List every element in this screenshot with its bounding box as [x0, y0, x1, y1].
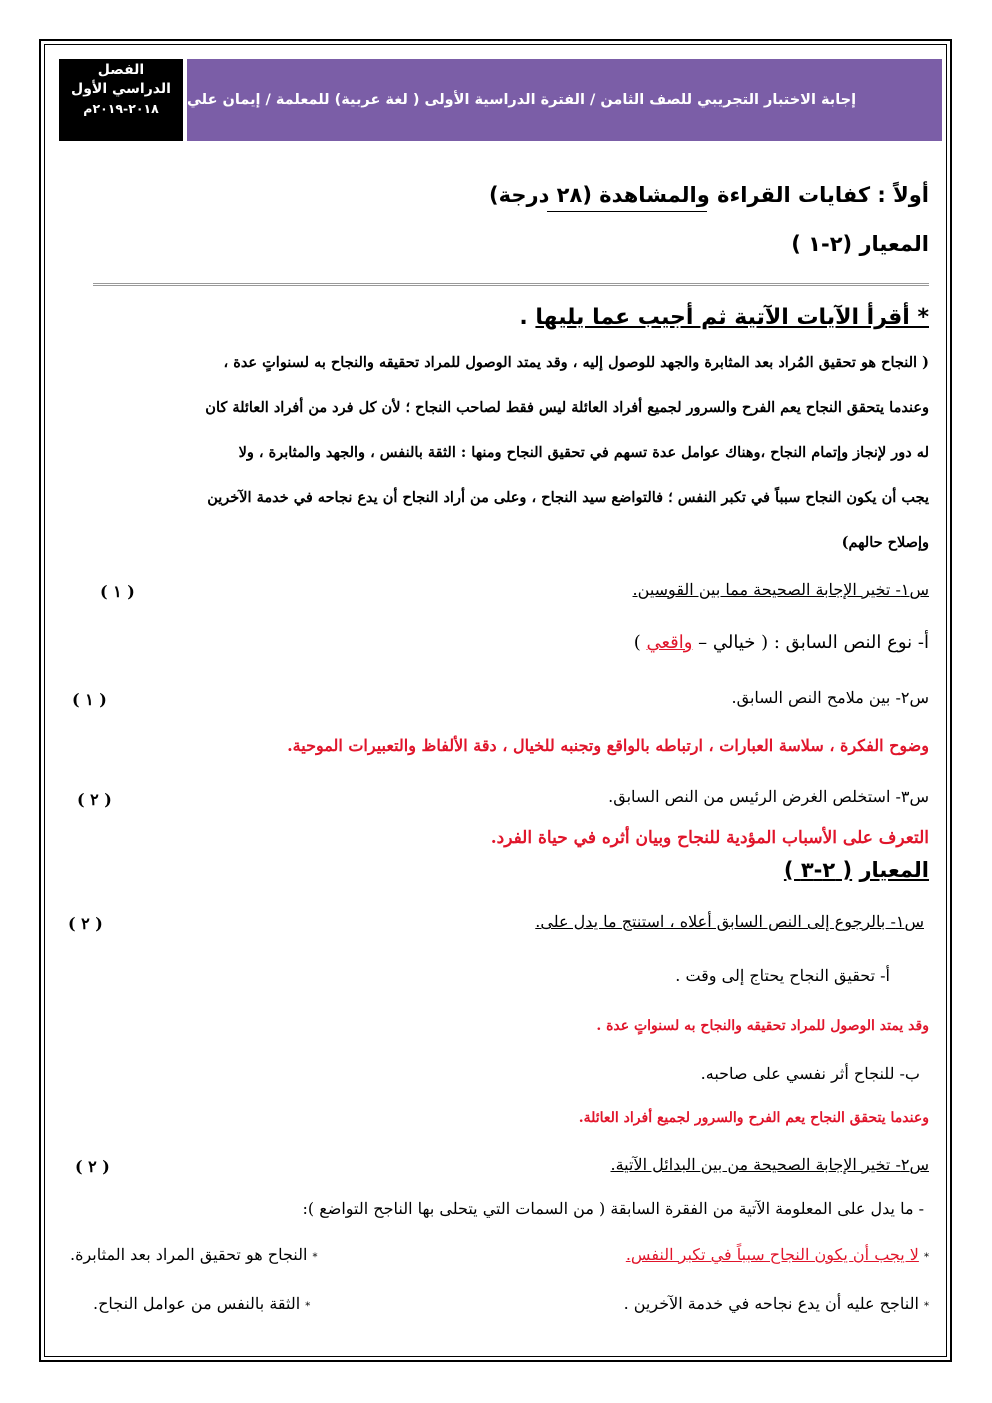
- separator-line: [93, 283, 929, 286]
- question-4-answer-a: وقد يمتد الوصول للمراد تحقيقه والنجاح به لسنواتٍ عدة .: [596, 1018, 929, 1034]
- option-bullet: *: [924, 1252, 929, 1263]
- option-bullet: *: [312, 1252, 318, 1263]
- question-2-answer: وضوح الفكرة ، سلاسة العبارات ، ارتباطه بالواقع وتجنبه للخيال ، دقة الألفاظ والتعبيرات الموحية.: [287, 736, 929, 755]
- standard-1: [791, 232, 929, 256]
- standard-2-label: المعيار: [859, 858, 929, 882]
- option-3: [624, 1294, 929, 1313]
- option-bullet: *: [924, 1301, 929, 1312]
- header-title: إجابة الاختبار التجريبي للصف الثامن / الفترة الدراسية الأولى ( لغة عربية) للمعلمة / إيمان علي: [187, 92, 857, 108]
- question-3: س٣- استخلص الغرض الرئيس من النص السابق.: [608, 787, 929, 806]
- option-4: [93, 1294, 310, 1313]
- option-2: [70, 1245, 318, 1264]
- question-4: س١- بالرجوع إلى النص السابق أعلاه ، استنتج ما يدل على.: [535, 912, 924, 931]
- section-title-text: كفايات القراءة والمشاهدة (٢٨ درجة): [489, 183, 871, 207]
- item-a-answer: واقعي: [646, 632, 693, 653]
- term-line-2: الدراسي الأول: [71, 81, 171, 97]
- question-1-marks: ( ١ ): [100, 582, 135, 601]
- question-2: س٢- بين ملامح النص السابق.: [731, 688, 929, 707]
- standard-2: [784, 858, 929, 882]
- question-3-answer: التعرف على الأسباب المؤدية للنجاح وبيان أثره في حياة الفرد.: [490, 828, 929, 848]
- option-1-text: لا يجب أن يكون النجاح سبباً في تكبر النفس.: [625, 1245, 919, 1264]
- option-1: [626, 1245, 929, 1264]
- term-badge: [59, 59, 183, 141]
- passage-line-3: له دور لإنجاز وإتمام النجاح ،وهناك عوامل عدة تسهم في تحقيق النجاح ومنها : الثقة بالنفس ، والجهد والمثابرة ، ولا: [238, 444, 929, 461]
- question-1-item-a: [634, 632, 929, 653]
- standard-2-code: ( ٢-٣ ): [783, 858, 853, 882]
- passage-instruction-end: .: [519, 305, 528, 330]
- passage-line-4: يجب أن يكون النجاح سبباً في تكبر النفس ؛ فالتواضع سيد النجاح ، وعلى من أراد النجاح أن يدع نجاحه في خدمة الآخرين: [207, 489, 929, 506]
- question-1: س١- تخير الإجابة الصحيحة مما بين القوسين.: [632, 580, 929, 599]
- question-5-stem: - ما يدل على المعلومة الآتية من الفقرة السابقة ( من السمات التي يتحلى بها الناجح التواضع ):: [302, 1199, 924, 1218]
- option-4-text: الثقة بالنفس من عوامل النجاح.: [93, 1294, 301, 1313]
- item-a-suffix: ): [633, 632, 641, 653]
- standard-1-label: المعيار: [859, 232, 929, 256]
- question-5: س٢- تخير الإجابة الصحيحة من بين البدائل الآتية.: [610, 1155, 929, 1174]
- question-4-item-a: أ- تحقيق النجاح يحتاج إلى وقت .: [675, 966, 890, 985]
- passage-instruction: [519, 305, 929, 330]
- passage-line-5: وإصلاح حالهم): [841, 534, 929, 551]
- question-5-marks: ( ٢ ): [75, 1157, 110, 1176]
- item-a-prefix: أ- نوع النص السابق : ( خيالي –: [698, 632, 929, 653]
- question-2-marks: ( ١ ): [72, 690, 107, 709]
- passage-line-1: ( النجاح هو تحقيق المُراد بعد المثابرة والجهد للوصول إليه ، وقد يمتد الوصول للمراد تحقيقه والنجاح به لسنواتٍ عدة ،: [223, 354, 929, 371]
- term-line-1: الفصل: [97, 62, 145, 78]
- passage-line-2: وعندما يتحقق النجاح يعم الفرح والسرور لجميع أفراد العائلة ليس فقط لصاحب النجاح ؛ لأن كل فرد من أفراد العائلة كان: [205, 399, 929, 416]
- option-3-text: الناجح عليه أن يدع نجاحه في خدمة الآخرين .: [623, 1294, 919, 1313]
- standard-1-code: (٢-١ ): [791, 232, 853, 256]
- question-4-item-b: ب- للنجاح أثر نفسي على صاحبه.: [700, 1064, 920, 1083]
- section-title: [489, 183, 929, 207]
- passage-instruction-text: * أقرأ الآيات الآتية ثم أجيب عما يليها: [535, 305, 929, 330]
- section-title-prefix: أولاً :: [877, 183, 929, 207]
- option-bullet: *: [305, 1301, 311, 1312]
- term-year: ٢٠١٨-٢٠١٩م: [83, 101, 159, 116]
- question-4-answer-b: وعندما يتحقق النجاح يعم الفرح والسرور لجميع أفراد العائلة.: [578, 1110, 929, 1126]
- question-3-marks: ( ٢ ): [77, 790, 112, 809]
- question-4-marks: ( ٢ ): [68, 914, 103, 933]
- section-title-underline: [547, 211, 707, 212]
- option-2-text: النجاح هو تحقيق المراد بعد المثابرة.: [70, 1245, 308, 1264]
